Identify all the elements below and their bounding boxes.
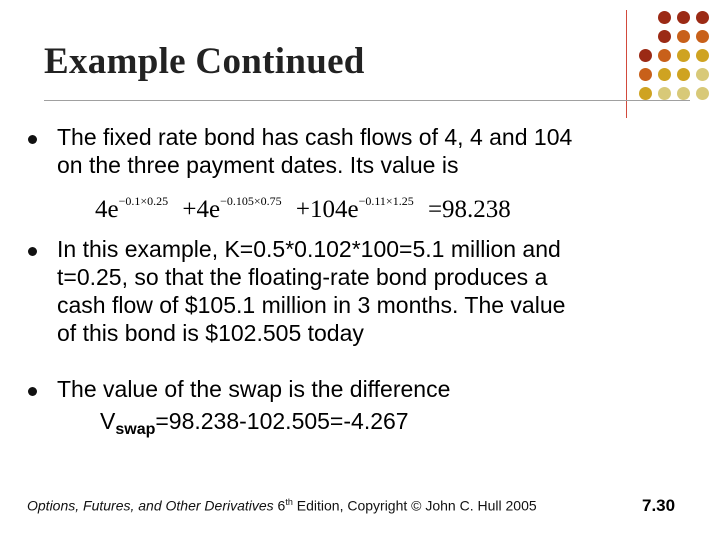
decorative-dot: [696, 30, 709, 43]
footer-citation: [27, 497, 537, 514]
footer-edition-number: 6: [273, 497, 286, 514]
eq-term-2: +4e: [182, 196, 221, 223]
footer-book-title: Options, Futures, and Other Derivatives: [27, 497, 274, 514]
decorative-dot: [658, 30, 671, 43]
eq-term-2-exponent: −0.105×0.75: [220, 194, 282, 208]
decorative-dot: [696, 11, 709, 24]
decorative-dot: [639, 68, 652, 81]
decorative-dot: [677, 68, 690, 81]
decorative-dot: [658, 49, 671, 62]
bullet-icon: [28, 387, 37, 396]
decorative-dot: [677, 11, 690, 24]
bullet-text-1-line-1: The fixed rate bond has cash flows of 4, 4 and 104: [57, 124, 573, 150]
eq-result: =98.238: [427, 196, 511, 223]
bullet-text-2-line-1: In this example, K=0.5*0.102*100=5.1 million and: [57, 236, 561, 262]
decorative-dot: [677, 30, 690, 43]
decorative-dot: [639, 49, 652, 62]
decorative-dot: [677, 87, 690, 100]
decorative-dot: [696, 68, 709, 81]
decorative-dot: [639, 87, 652, 100]
bullet-text-2-line-2: t=0.25, so that the floating-rate bond produces a: [57, 264, 548, 290]
decorative-dot-grid: [639, 11, 715, 107]
eq-term-1: 4e: [95, 196, 119, 223]
bullet-icon: [28, 247, 37, 256]
footer-copyright: Edition, Copyright © John C. Hull 2005: [292, 497, 537, 514]
decorative-dot: [696, 87, 709, 100]
vswap-value: =98.238-102.505=-4.267: [155, 408, 409, 434]
vswap-subscript: swap: [115, 421, 156, 438]
decorative-dot: [658, 68, 671, 81]
decorative-horizontal-rule: [44, 100, 690, 101]
bullet-text-3-line-1: The value of the swap is the difference: [57, 376, 451, 402]
bullet-icon: [28, 135, 37, 144]
decorative-dot: [658, 87, 671, 100]
decorative-dot: [696, 49, 709, 62]
decorative-dot: [658, 11, 671, 24]
vswap-equation: [100, 408, 409, 444]
bullet-text-1-line-2: on the three payment dates. Its value is: [57, 152, 459, 178]
eq-term-1-exponent: −0.1×0.25: [118, 194, 169, 208]
page-number: 7.30: [642, 496, 676, 515]
slide-title: Example Continued: [44, 41, 365, 82]
decorative-vertical-rule: [626, 10, 627, 118]
bullet-text-2-line-4: of this bond is $102.505 today: [57, 320, 364, 346]
bullet-text-2-line-3: cash flow of $105.1 million in 3 months. The value: [57, 292, 566, 318]
footer-edition-suffix: th: [285, 497, 293, 507]
vswap-symbol: V: [100, 408, 116, 434]
eq-term-3: +104e: [295, 196, 359, 223]
decorative-dot: [677, 49, 690, 62]
bond-value-equation: [95, 194, 511, 224]
eq-term-3-exponent: −0.11×1.25: [358, 194, 414, 208]
